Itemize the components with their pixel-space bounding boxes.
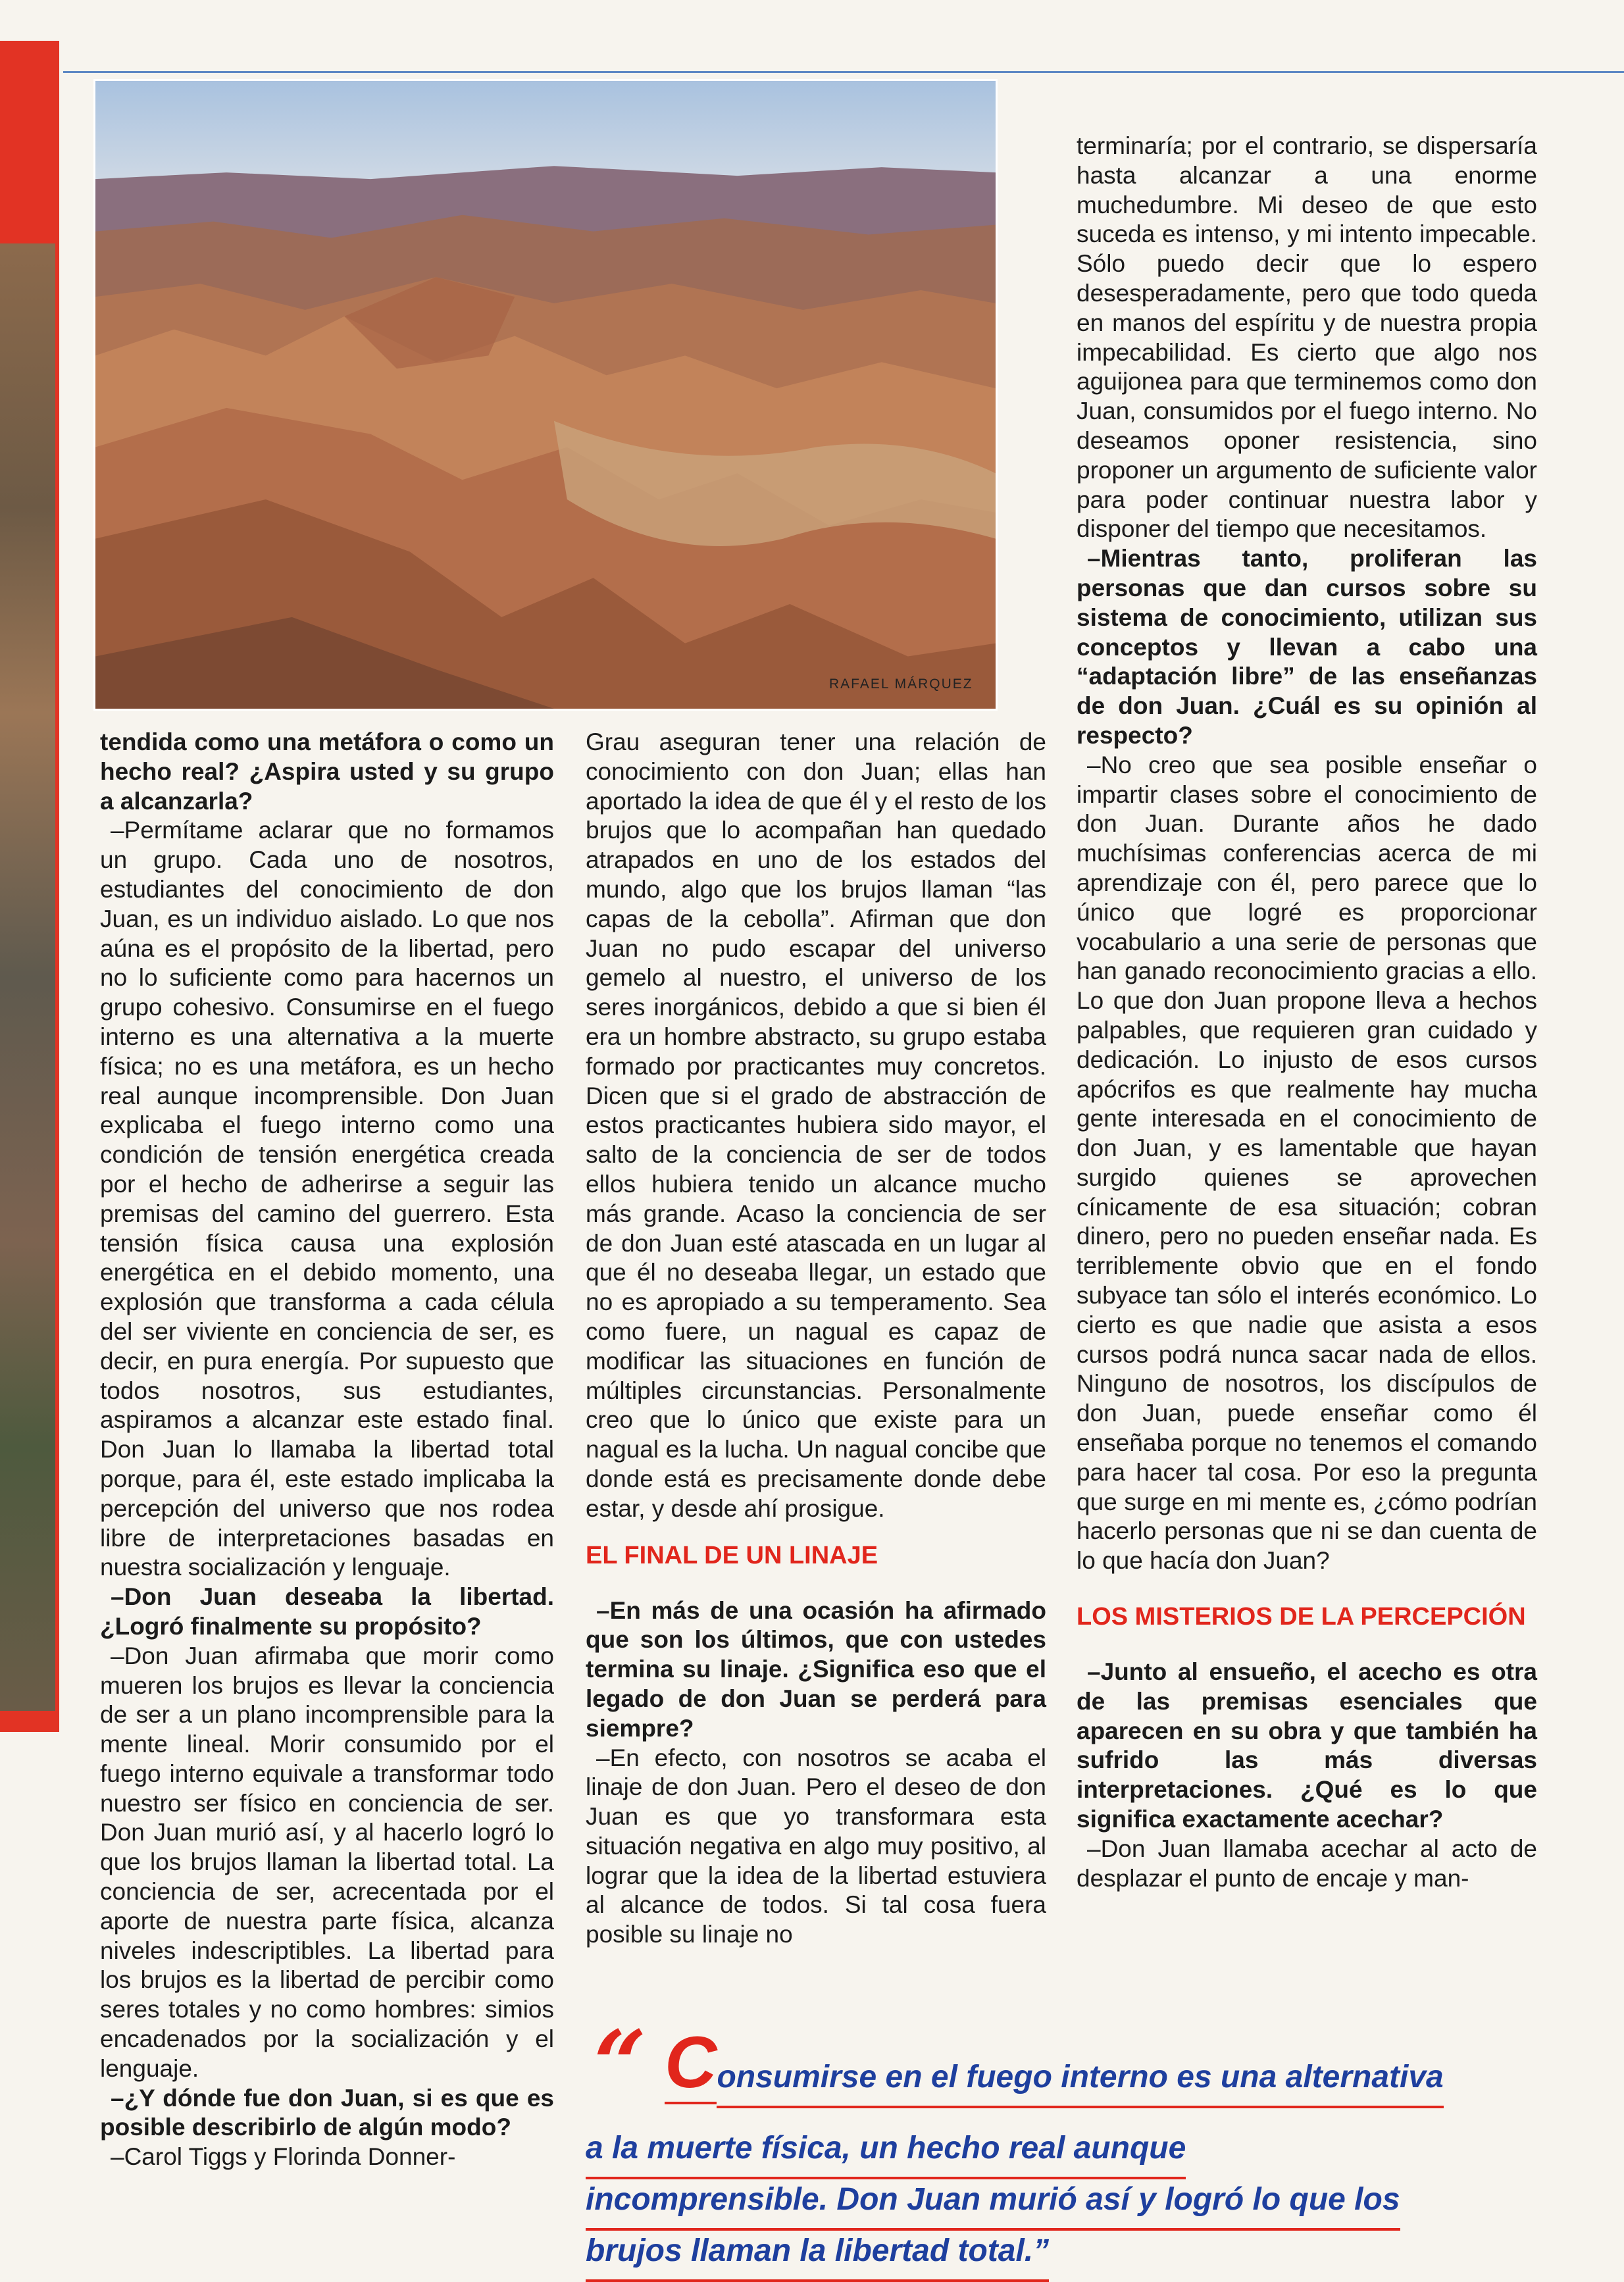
section-heading-misterios-percepcion: LOS MISTERIOS DE LA PERCEPCIÓN [1077, 1603, 1526, 1631]
column-1 [100, 728, 554, 2172]
question-paragraph: –Junto al ensueño, el acecho es otra de las premisas esenciales que aparecen en su obra y que también ha sufrido las más diversas interpretaciones. ¿Qué es lo que significa exactamente acechar? [1077, 1658, 1537, 1833]
answer-paragraph: –Don Juan llamaba acechar al acto de desplazar el punto de encaje y man- [1077, 1835, 1537, 1892]
spacer [1077, 1576, 1537, 1602]
spacer [1077, 1631, 1537, 1658]
answer-paragraph: –En efecto, con nosotros se acaba el linaje de don Juan. Pero el deseo de don Juan es que yo transformara esta situación negativa en algo muy positivo, al lograr que la idea de la libertad estuviera al alcance de todos. Si tal cosa fuera posible su linaje no [586, 1744, 1046, 1948]
answer-continuation: terminaría; por el contrario, se dispersaría hasta alcanzar a una enorme muchedumbre. Mi deseo de que esto suceda es intenso, y mi intento impecable. Sólo puedo decir que lo espero desesperadamente, pero que todo queda en manos del espíritu y de nuestra propia impecabilidad. Es cierto que algo nos aguijonea para que terminemos como don Juan, consumidos por el fuego interno. No deseamos oponer resistencia, sino proponer un argumento de suficiente valor para poder continuar nuestra labor y disponer del tiempo que necesitamos. [1077, 132, 1537, 543]
pull-quote-line-1 [586, 2022, 1444, 2108]
answer-paragraph: –Carol Tiggs y Florinda Donner- [111, 2143, 456, 2171]
pull-quote-text: incomprensible. Don Juan murió así y logró lo que los [586, 2174, 1400, 2231]
question-paragraph: –¿Y dónde fue don Juan, si es que es posible describirlo de algún modo? [100, 2084, 554, 2141]
question-paragraph: –En más de una ocasión ha afirmado que son los últimos, que con ustedes termina su linaje. ¿Significa eso que el legado de don Juan se perderá para siempre? [586, 1596, 1046, 1742]
pull-quote-open-mark: “ [594, 2011, 647, 2119]
section-heading-final-linaje: EL FINAL DE UN LINAJE [586, 1541, 878, 1569]
question-paragraph: –Mientras tanto, proliferan las personas que dan cursos sobre su sistema de conocimiento, utilizan sus conceptos y llevan a cabo una “adaptación libre” de las enseñanzas de don Juan. ¿Cuál es su opinión al respecto? [1077, 545, 1537, 749]
pull-quote-text: a la muerte física, un hecho real aunque [586, 2123, 1186, 2179]
question-continuation: tendida como una metáfora o como un hecho real? ¿Aspira usted y su grupo a alcanzarla? [100, 728, 554, 815]
answer-paragraph: –No creo que sea posible enseñar o impartir clases sobre el conocimiento de don Juan. Durante años he dado muchísimas conferencias acerca de mi aprendizaje con él, pero parece que lo único que logré es proporcionar vocabulario a una serie de personas que han ganado reconocimiento gracias a ello. Lo que don Juan propone lleva a hechos palpables, que requieren gran cuidado y dedicación. Lo injusto de esos cursos apócrifos es que realmente hay mucha gente interesada en el conocimiento de don Juan, y es lamentable que hayan surgido quienes se aprovechen cínicamente de esa situación; cobran dinero, pero no pueden enseñar nada. Es terriblemente obvio que en el fondo subyace tan sólo el interés económico. Lo cierto es que nadie que asista a esos cursos podrá nunca sacar nada de ellos. Ninguno de nosotros, los discípulos de don Juan, puede enseñar como él enseñaba porque no tenemos el comando para hacer tal cosa. Por eso la pregunta que surge en mi mente es, ¿cómo podrían hacerlo personas que ni se dan cuenta de lo que hacía don Juan? [1077, 751, 1537, 1575]
canyon-landscape-illustration [95, 81, 996, 709]
left-photo-strip [0, 243, 55, 1711]
column-2 [586, 728, 1046, 1950]
question-paragraph: –Don Juan deseaba la libertad. ¿Logró finalmente su propósito? [100, 1583, 554, 1640]
spacer [586, 1570, 1046, 1596]
column-3 [1077, 132, 1537, 1893]
answer-paragraph: –Don Juan afirmaba que morir como mueren los brujos es llevar la conciencia de ser a un plano incomprensible para la mente lineal. Morir consumido por el fuego interno equivale a transformar todo nuestro ser físico en conciencia de ser. Don Juan murió así, y al hacerlo logró lo que los brujos llaman la libertad total. La conciencia de ser, acrecentada por el aporte de nuestra parte física, alcanza niveles indescriptibles. La libertad para los brujos es la libertad de percibir como seres totales y no como hombres: simios encadenados por la socialización y el lenguaje. [100, 1642, 554, 2082]
grand-canyon-photo [93, 79, 998, 711]
pull-quote-line-3 [586, 2174, 1400, 2231]
answer-paragraph: –Permítame aclarar que no formamos un grupo. Cada uno de nosotros, estudiantes del conocimiento de don Juan, es un individuo aislado. Lo que nos aúna es el propósito de la libertad, pero no lo suficiente como para hacernos un grupo cohesivo. Consumirse en el fuego interno es una alternativa a la muerte física; no es una metáfora, es un hecho real aunque incomprensible. Don Juan explicaba el fuego interno como una condición de tensión energética creada por el hecho de adherirse a seguir las premisas del camino del guerrero. Esta tensión física causa una explosión energética en el debido momento, una explosión que transforma a cada célula del ser viviente en conciencia de ser, es decir, en pura energía. Por supuesto que todos nosotros, sus estudiantes, aspiramos a alcanzar este estado final. Don Juan lo llamaba la libertad total porque, para él, este estado implicaba la percepción del universo que nos rodea libre de interpretaciones basadas en nuestra socialización y lenguaje. [100, 817, 554, 1581]
pull-quote-text: onsumirse en el fuego interno es una alternativa [717, 2052, 1443, 2108]
answer-continuation: Grau aseguran tener una relación de conocimiento con don Juan; ellas han aportado la idea de que él y el resto de los brujos que lo acompañan han quedado atrapados en uno de los estados del mundo, algo que los brujos llaman “las capas de la cebolla”. Afirman que don Juan no pudo escapar del universo gemelo al nuestro, el universo de los seres inorgánicos, debido a que si bien él era un hombre abstracto, su grupo estaba formado por practicantes muy concretos. Dicen que si el grado de abstracción de estos practicantes hubiera sido mayor, el salto de la conciencia de ser de todos ellos hubiera tenido un alcance mucho más grande. Acaso la conciencia de ser de don Juan esté atascada en un lugar al que él no deseaba llegar, un estado que no es apropiado a su temperamento. Sea como fuere, un nagual es capaz de modificar las situaciones en función de múltiples circunstancias. Personalmente creo que lo único que existe para un nagual es la lucha. Un nagual concibe que donde está es precisamente donde debe estar, y desde ahí prosigue. [586, 728, 1046, 1522]
pull-quote-text: brujos llaman la libertad total.” [586, 2225, 1049, 2282]
photo-credit: RAFAEL MÁRQUEZ [829, 676, 973, 692]
spacer [586, 1524, 1046, 1541]
pull-quote-initial: C [665, 2022, 717, 2103]
pull-quote-line-2 [586, 2123, 1186, 2179]
top-rule [63, 71, 1624, 73]
pull-quote-line-4 [586, 2225, 1049, 2282]
